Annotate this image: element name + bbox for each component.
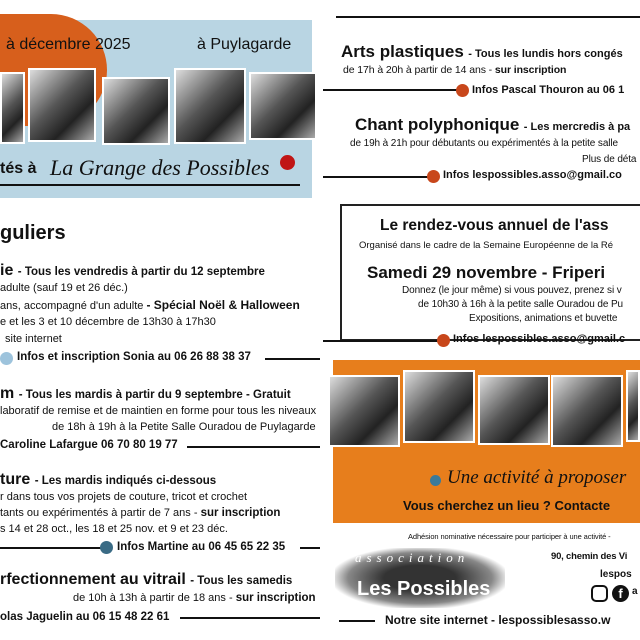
activity-title: Arts plastiques [341, 42, 464, 61]
text: de 17h à 20h à partir de 14 ans - [343, 64, 493, 76]
special-label: - Spécial Noël & Halloween [146, 298, 300, 312]
activity-schedule: - Tous les lundis hors congés [468, 48, 623, 60]
header-photo [0, 72, 25, 144]
activity-detail: adulte (sauf 19 et 26 déc.) [0, 282, 128, 294]
activity-detail: s 14 et 28 oct., les 18 et 25 nov. et 9 et 23 déc. [0, 523, 228, 535]
social-handle: a [632, 586, 638, 597]
divider [323, 89, 458, 91]
divider [300, 547, 320, 549]
promo-cta: Vous cherchez un lieu ? Contacte [403, 498, 611, 513]
text: ans, accompagné d'un adulte [0, 300, 144, 312]
divider [323, 340, 443, 342]
activity-detail [0, 507, 280, 520]
website-link[interactable]: Notre site internet - lespossiblesasso.w [385, 613, 611, 627]
event-detail: de 10h30 à 16h à la petite salle Ouradou de Pu [418, 299, 624, 310]
activity-contact: Infos et inscription Sonia au 06 26 88 38 37 [17, 351, 251, 363]
promo-photo [403, 370, 475, 443]
event-detail: Expositions, animations et buvette [469, 313, 618, 324]
activity-detail: de 18h à 19h à la Petite Salle Ouradou de Puylagarde [52, 421, 316, 433]
dot-icon [0, 352, 13, 365]
activity-title: ie [0, 262, 14, 279]
activity-detail: de 19h à 21h pour débutants ou expérimentés à la petite salle [350, 138, 618, 149]
header-photo [249, 72, 317, 140]
facebook-icon[interactable]: f [612, 585, 629, 602]
activity-schedule: - Les mercredis à pa [523, 121, 631, 133]
registration-label: sur inscription [494, 64, 567, 76]
activity-detail: Plus de déta [582, 154, 637, 165]
dot-icon [437, 334, 450, 347]
activity-2-heading [0, 385, 291, 403]
text: de 10h à 13h à partir de 18 ans - [73, 592, 233, 604]
divider [187, 446, 320, 448]
venue-name: La Grange des Possibles [50, 155, 270, 180]
dot-icon [430, 475, 441, 486]
activity-detail [0, 299, 300, 313]
instagram-icon[interactable] [591, 585, 608, 602]
address: 90, chemin des Vi [551, 551, 628, 562]
chant-heading [355, 115, 630, 135]
promo-photo [478, 375, 550, 445]
promo-photo [551, 375, 623, 447]
logo-text: Les Possibles [357, 578, 491, 600]
red-dot [280, 155, 295, 170]
dot-icon [456, 84, 469, 97]
activity-title: m [0, 385, 15, 402]
activity-title: rfectionnement au vitrail [0, 571, 186, 588]
event-detail: Organisé dans le cadre de la Semaine Européenne de la Ré [359, 240, 614, 251]
promo-photo [328, 375, 400, 447]
header-photo [174, 68, 246, 144]
logo-text: association [355, 550, 470, 565]
activity-title: Chant polyphonique [355, 115, 520, 134]
activity-contact: olas Jaguelin au 06 15 48 22 61 [0, 611, 170, 623]
registration-label: sur inscription [200, 507, 281, 519]
divider [339, 620, 375, 622]
activity-detail [343, 64, 566, 77]
divider [323, 176, 431, 178]
activity-3-heading [0, 471, 216, 489]
activity-schedule: - Tous les mardis à partir du 9 septembre - Gratuit [18, 389, 291, 401]
event-title: Le rendez-vous annuel de l'ass [380, 217, 609, 234]
header-dates: à décembre 2025 [6, 36, 131, 53]
divider [0, 547, 102, 549]
dot-icon [100, 541, 113, 554]
activity-detail [73, 592, 316, 605]
activity-contact: Infos lespossibles.asso@gmail.co [443, 169, 622, 181]
activity-schedule: - Tous les samedis [190, 575, 293, 587]
activity-contact: Infos Martine au 06 45 65 22 35 [117, 541, 286, 553]
promo-script: Une activité à proposer [447, 467, 627, 488]
divider [265, 358, 320, 360]
email: lespos [600, 569, 632, 580]
activity-detail: e et les 3 et 10 décembre de 13h30 à 17h30 [0, 316, 216, 328]
activity-contact: Caroline Lafargue 06 70 80 19 77 [0, 439, 178, 451]
activity-detail: site internet [5, 333, 62, 345]
activity-detail: laboratif de remise et de maintien en forme pour tous les niveaux [0, 405, 317, 417]
promo-photo [626, 370, 640, 442]
registration-label: sur inscription [235, 592, 316, 604]
event-detail: Donnez (le jour même) si vous pouvez, prenez si v [402, 285, 622, 296]
arts-heading [341, 42, 623, 62]
header-photo [102, 77, 170, 145]
header-tagline: tés à [0, 160, 37, 177]
activity-4-heading [0, 571, 292, 589]
activity-schedule: - Les mardis indiqués ci-dessous [34, 475, 217, 487]
activity-schedule: - Tous les vendredis à partir du 12 septembre [17, 266, 265, 278]
divider [336, 16, 640, 18]
event-date: Samedi 29 novembre - Friperi [367, 263, 606, 282]
header-place: à Puylagarde [197, 36, 292, 53]
activity-title: ture [0, 471, 31, 488]
event-contact: Infos lespossibles.asso@gmail.c [453, 333, 626, 345]
header-photo [28, 68, 96, 142]
text: tants ou expérimentés à partir de 7 ans - [0, 507, 198, 519]
activity-1-heading [0, 262, 265, 280]
divider [180, 617, 320, 619]
activity-detail: r dans tous vos projets de couture, tricot et crochet [0, 491, 248, 503]
membership-note: Adhésion nominative nécessaire pour participer à une activité - [408, 532, 611, 541]
venue-underline [0, 184, 300, 186]
activity-contact: Infos Pascal Thouron au 06 1 [472, 84, 625, 96]
dot-icon [427, 170, 440, 183]
association-logo [335, 548, 505, 608]
section-title: guliers [0, 222, 66, 244]
